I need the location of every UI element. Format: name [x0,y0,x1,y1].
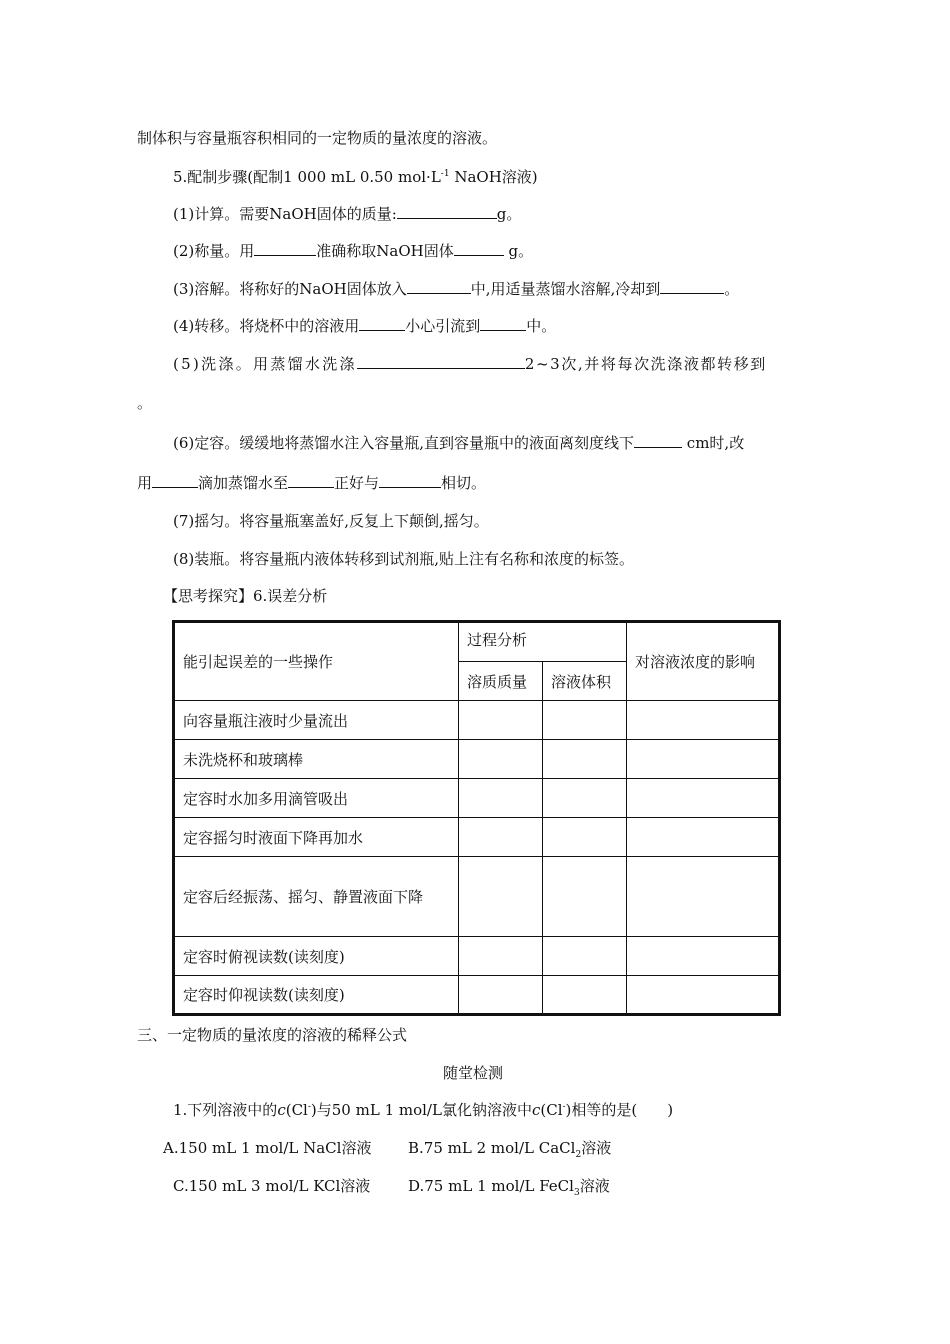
table-row [174,740,780,779]
cell-volume[interactable] [543,779,627,818]
blank-container[interactable] [407,279,471,294]
header-mass: 溶质质量 [459,662,543,701]
cell-mass[interactable] [459,857,543,937]
option-d[interactable] [408,1176,610,1196]
step-2-text-b: 准确称取NaOH固体 [316,242,454,260]
header-process: 过程分析 [459,622,627,662]
table-row [174,937,780,976]
cell-mass[interactable] [459,701,543,740]
cell-effect[interactable] [627,740,780,779]
blank-temperature[interactable] [660,279,724,294]
header-volume: 溶液体积 [543,662,627,701]
cell-mass[interactable] [459,937,543,976]
step-5-text-b: 2~3次,并将每次洗涤液都转移到 [524,355,767,373]
step-1-text: (1)计算。需要NaOH固体的质量: [173,205,397,223]
option-b-tail: 溶液 [581,1139,612,1157]
row-op: 定容时水加多用滴管吸出 [174,779,459,818]
step-4-end: 中。 [526,317,557,335]
cell-mass[interactable] [459,976,543,1015]
blank-distance[interactable] [634,433,682,448]
blank-mass[interactable] [397,204,497,219]
cell-effect[interactable] [627,818,780,857]
q1-sup1: - [307,1102,311,1112]
blank-surface[interactable] [288,473,334,488]
row-op: 定容摇匀时液面下降再加水 [174,818,459,857]
cell-effect[interactable] [627,701,780,740]
header-operations: 能引起误差的一些操作 [174,622,459,701]
blank-mark[interactable] [379,473,441,488]
cell-effect[interactable] [627,857,780,937]
step-2-text: (2)称量。用 [173,242,255,260]
section-3-title: 三、一定物质的量浓度的溶液的稀释公式 [137,1026,408,1044]
question-1 [173,1100,673,1120]
table-row [174,779,780,818]
header-effect: 对溶液浓度的影响 [627,622,780,701]
option-b-text: B.75 mL 2 mol/L CaCl [408,1139,576,1157]
q1-sup2: - [562,1102,566,1112]
cell-effect[interactable] [627,937,780,976]
step-4-text: (4)转移。将烧杯中的溶液用 [173,317,360,335]
step5-title-text: 5.配制步骤(配制1 000 mL 0.50 mol·L [173,168,441,186]
step-6-text-c: 用 [137,474,153,492]
step-5 [173,354,815,374]
blank-tool[interactable] [359,316,405,331]
table-row [174,701,780,740]
blank-wash[interactable] [357,354,525,369]
option-b[interactable] [408,1138,611,1158]
cell-volume[interactable] [543,740,627,779]
option-c[interactable]: C.150 mL 3 mol/L KCl溶液 [173,1177,371,1195]
step-4 [173,316,556,336]
cell-volume[interactable] [543,857,627,937]
step-6 [173,433,744,453]
step-3-end: 。 [724,280,740,298]
step-1-unit: g。 [496,205,522,223]
step-6-text-b: cm时,改 [682,434,745,452]
cell-volume[interactable] [543,937,627,976]
blank-target[interactable] [480,316,526,331]
step-3 [173,279,739,299]
step5-sup: -1 [440,169,450,179]
option-b-sub: 2 [575,1150,582,1160]
step-6-text-d: 滴加蒸馏水至 [198,474,289,492]
blank-instrument[interactable] [254,241,316,256]
cell-volume[interactable] [543,818,627,857]
cell-volume[interactable] [543,701,627,740]
q1-b: (Cl [285,1101,308,1119]
row-op: 未洗烧杯和玻璃棒 [174,740,459,779]
step-6-text-e: 正好与 [334,474,380,492]
row-op: 定容后经振荡、摇匀、静置液面下降 [174,857,459,937]
q1-a: 1.下列溶液中的 [173,1101,278,1119]
option-d-sub: 3 [573,1188,580,1198]
blank-weigh-mass[interactable] [454,241,504,256]
q1-e: )相等的是( ) [565,1101,674,1119]
error-analysis-table [172,620,781,1016]
step-5-text: (5)洗涤。用蒸馏水洗涤 [173,355,357,373]
q1-c2: c [531,1101,541,1119]
step-3-text: (3)溶解。将称好的NaOH固体放入 [173,280,407,298]
step-7: (7)摇匀。将容量瓶塞盖好,反复上下颠倒,摇匀。 [173,512,489,530]
cell-mass[interactable] [459,779,543,818]
row-op: 定容时俯视读数(读刻度) [174,937,459,976]
q1-d: (Cl [540,1101,563,1119]
row-op: 定容时仰视读数(读刻度) [174,976,459,1015]
table-row [174,818,780,857]
blank-dropper[interactable] [152,473,198,488]
think-title: 【思考探究】6.误差分析 [163,587,328,605]
step-6-text-f: 相切。 [441,474,487,492]
intro-paragraph: 制体积与容量瓶容积相同的一定物质的量浓度的溶液。 [137,129,498,147]
step-4-text-b: 小心引流到 [405,317,481,335]
step-1 [173,204,521,224]
option-a[interactable]: A.150 mL 1 mol/L NaCl溶液 [163,1139,372,1157]
cell-mass[interactable] [459,740,543,779]
step-2-unit: g。 [503,242,534,260]
option-d-tail: 溶液 [579,1177,610,1195]
cell-effect[interactable] [627,779,780,818]
cell-volume[interactable] [543,976,627,1015]
cell-effect[interactable] [627,976,780,1015]
quiz-title: 随堂检测 [443,1064,504,1082]
step-8: (8)装瓶。将容量瓶内液体转移到试剂瓶,贴上注有名称和浓度的标签。 [173,550,635,568]
step5-title-tail: NaOH溶液) [449,168,538,186]
step-3-text-b: 中,用适量蒸馏水溶解,冷却到 [470,280,661,298]
step-6-text: (6)定容。缓缓地将蒸馏水注入容量瓶,直到容量瓶中的液面离刻度线下 [173,434,635,452]
q1-c1: c [277,1101,286,1119]
step5-title [173,167,538,187]
option-d-text: D.75 mL 1 mol/L FeCl [408,1177,574,1195]
row-op: 向容量瓶注液时少量流出 [174,701,459,740]
table-row [174,857,780,937]
table-row [174,976,780,1015]
step-6-cont [137,473,486,493]
q1-c: )与50 mL 1 mol/L氯化钠溶液中 [310,1101,532,1119]
step-2 [173,241,533,261]
step-5-cont: 。 [137,394,153,412]
cell-mass[interactable] [459,818,543,857]
